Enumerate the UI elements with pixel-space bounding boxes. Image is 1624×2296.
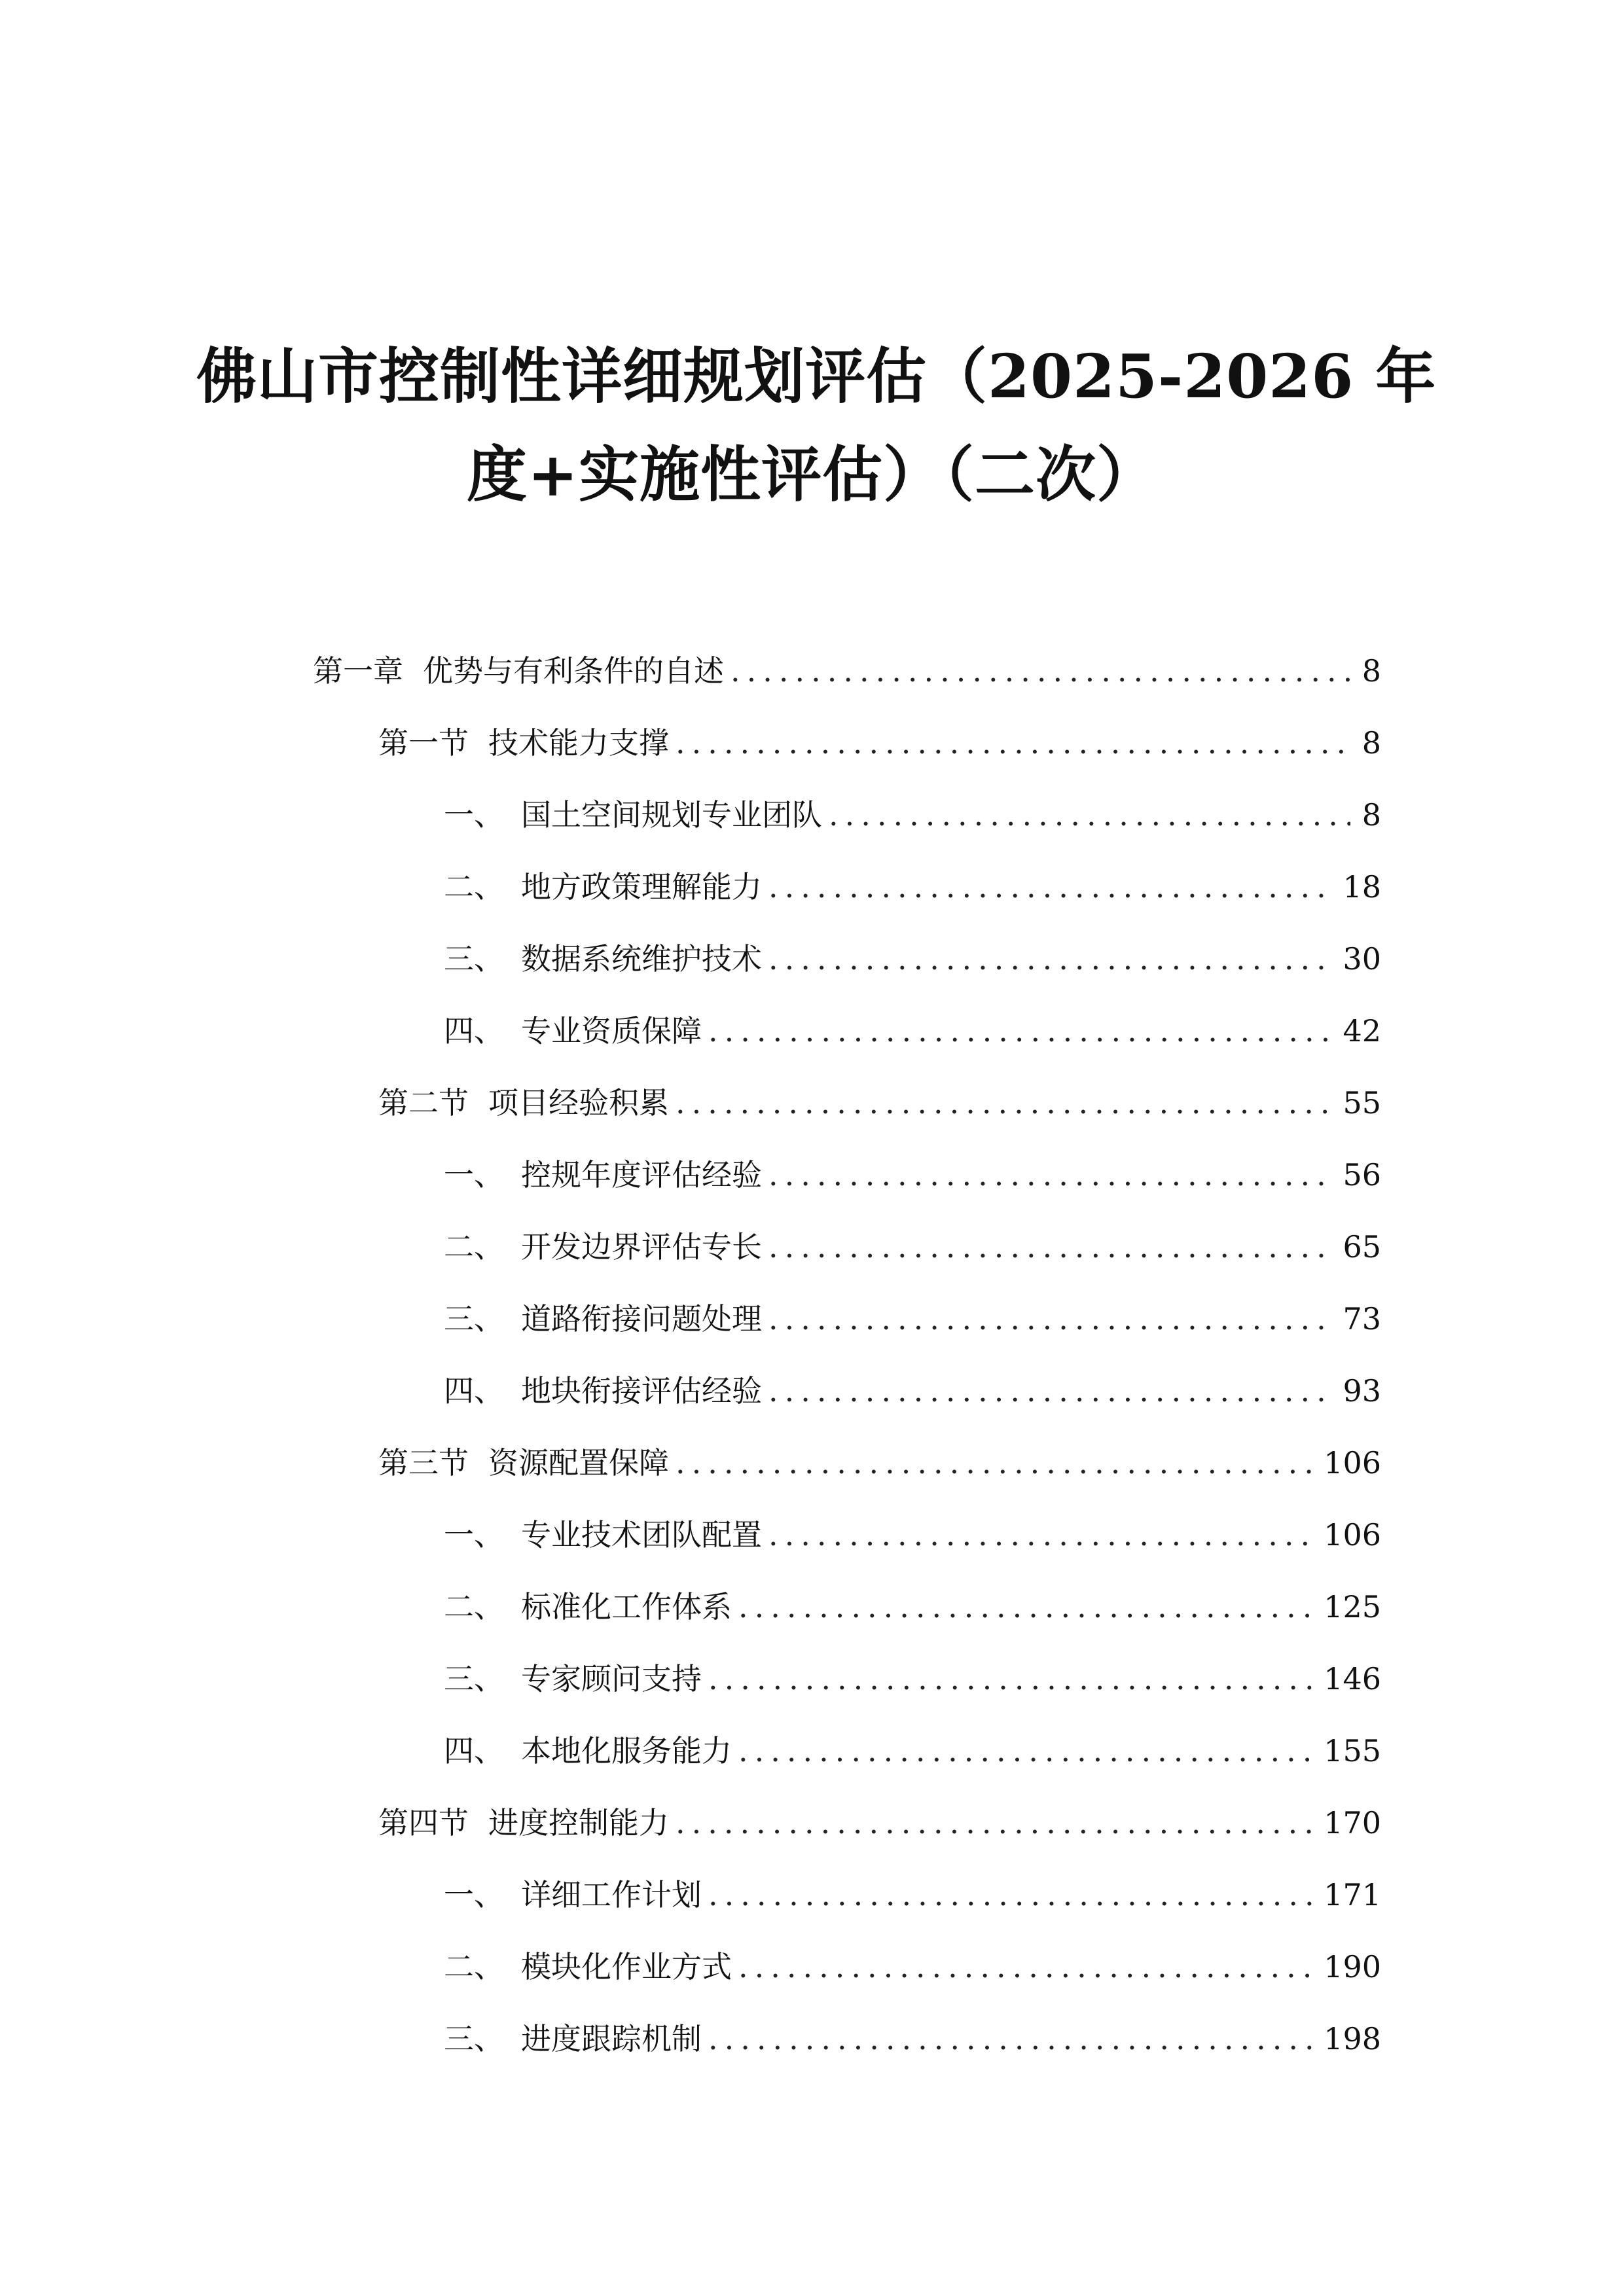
toc-entry-page-number: 8 [1362, 653, 1381, 689]
toc-entry-page-number: 106 [1324, 1517, 1381, 1552]
toc-entry-number: 一、 [444, 1517, 504, 1552]
toc-entry-label: 数据系统维护技术 [521, 941, 762, 977]
toc-entry[interactable] [313, 645, 1381, 697]
toc-entry-page-number: 155 [1324, 1733, 1381, 1768]
toc-entry-label: 详细工作计划 [521, 1877, 702, 1912]
toc-entry-number: 三、 [444, 1661, 504, 1696]
toc-entry-number: 四、 [444, 1013, 504, 1049]
toc-dot-leader [708, 1653, 1312, 1705]
toc-entry-number: 三、 [444, 941, 504, 977]
toc-dot-leader [708, 2013, 1312, 2065]
toc-entry[interactable] [444, 1221, 1381, 1273]
toc-entry-page-number: 170 [1324, 1805, 1381, 1840]
toc-entry-number: 三、 [444, 1301, 504, 1336]
toc-dot-leader [676, 1077, 1331, 1129]
toc-entry-number: 四、 [444, 1733, 504, 1768]
toc-entry-number: 二、 [444, 1949, 504, 1984]
toc-entry-number: 一、 [444, 797, 504, 833]
toc-entry[interactable] [444, 861, 1381, 913]
toc-entry-label: 国土空间规划专业团队 [521, 797, 822, 833]
toc-entry-label: 控规年度评估经验 [521, 1157, 762, 1193]
toc-entry[interactable] [444, 1149, 1381, 1201]
toc-entry-page-number: 42 [1343, 1013, 1381, 1049]
toc-entry-label: 优势与有利条件的自述 [423, 653, 724, 689]
toc-dot-leader [676, 1437, 1312, 1489]
toc-dot-leader [768, 1365, 1331, 1417]
toc-entry-label: 项目经验积累 [488, 1085, 669, 1121]
toc-dot-leader [708, 1869, 1312, 1921]
toc-dot-leader [768, 861, 1331, 913]
toc-entry-number: 第四节 [378, 1805, 469, 1840]
toc-entry-label: 地块衔接评估经验 [521, 1373, 762, 1408]
toc-entry-page-number: 56 [1343, 1157, 1381, 1193]
toc-entry-number: 四、 [444, 1373, 504, 1408]
toc-entry-label: 专业技术团队配置 [521, 1517, 762, 1552]
toc-entry-label: 标准化工作体系 [521, 1589, 732, 1624]
toc-entry[interactable] [444, 789, 1381, 841]
toc-entry[interactable] [378, 717, 1381, 769]
toc-entry-label: 专家顾问支持 [521, 1661, 702, 1696]
toc-entry-number: 二、 [444, 869, 504, 905]
toc-dot-leader [676, 717, 1350, 769]
toc-entry-number: 第二节 [378, 1085, 469, 1121]
toc-entry-number: 二、 [444, 1229, 504, 1265]
toc-entry-label: 技术能力支撑 [488, 725, 669, 761]
toc-entry-number: 第三节 [378, 1445, 469, 1480]
toc-entry-page-number: 171 [1324, 1877, 1381, 1912]
title-line-1: 佛山市控制性详细规划评估（2025-2026 年 [196, 341, 1437, 412]
toc-entry[interactable] [444, 1581, 1381, 1633]
toc-entry-page-number: 198 [1324, 2021, 1381, 2056]
toc-entry[interactable] [378, 1077, 1381, 1129]
toc-entry-label: 开发边界评估专长 [521, 1229, 762, 1265]
toc-entry-page-number: 30 [1343, 941, 1381, 977]
toc-entry[interactable] [378, 1797, 1381, 1849]
toc-entry-number: 一、 [444, 1157, 504, 1193]
toc-dot-leader [768, 1509, 1312, 1561]
toc-entry-label: 本地化服务能力 [521, 1733, 732, 1768]
toc-entry[interactable] [444, 1941, 1381, 1993]
toc-entry-label: 道路衔接问题处理 [521, 1301, 762, 1336]
title-line-2: 度+实施性评估）（二次） [466, 439, 1158, 510]
toc-dot-leader [738, 1941, 1312, 1993]
toc-entry-label: 地方政策理解能力 [521, 869, 762, 905]
toc-entry-page-number: 125 [1324, 1589, 1381, 1624]
toc-entry-page-number: 65 [1343, 1229, 1381, 1265]
toc-entry-page-number: 8 [1362, 797, 1381, 833]
toc-entry[interactable] [444, 1365, 1381, 1417]
document-title [196, 327, 1437, 524]
toc-entry-page-number: 18 [1343, 869, 1381, 905]
toc-entry[interactable] [444, 1725, 1381, 1777]
toc-entry-page-number: 106 [1324, 1445, 1381, 1480]
toc-entry[interactable] [378, 1437, 1381, 1489]
toc-entry-number: 第一节 [378, 725, 469, 761]
toc-dot-leader [738, 1725, 1312, 1777]
toc-dot-leader [768, 933, 1331, 985]
toc-entry-page-number: 93 [1343, 1373, 1381, 1408]
toc-entry-number: 二、 [444, 1589, 504, 1624]
toc-dot-leader [829, 789, 1350, 841]
toc-entry[interactable] [444, 1869, 1381, 1921]
toc-entry[interactable] [444, 1293, 1381, 1345]
toc-dot-leader [731, 645, 1350, 697]
toc-entry-page-number: 55 [1343, 1085, 1381, 1121]
toc-entry[interactable] [444, 1005, 1381, 1057]
toc-entry[interactable] [444, 1509, 1381, 1561]
toc-entry-number: 一、 [444, 1877, 504, 1912]
toc-entry-label: 资源配置保障 [488, 1445, 669, 1480]
toc-entry-label: 模块化作业方式 [521, 1949, 732, 1984]
toc-entry-page-number: 190 [1324, 1949, 1381, 1984]
toc-entry-number: 第一章 [313, 653, 403, 689]
toc-entry-page-number: 73 [1343, 1301, 1381, 1336]
toc-dot-leader [708, 1005, 1331, 1057]
toc-entry-label: 专业资质保障 [521, 1013, 702, 1049]
toc-entry[interactable] [444, 2013, 1381, 2065]
toc-entry-label: 进度跟踪机制 [521, 2021, 702, 2056]
toc-entry-page-number: 146 [1324, 1661, 1381, 1696]
toc-dot-leader [768, 1221, 1331, 1273]
toc-entry[interactable] [444, 1653, 1381, 1705]
toc-dot-leader [676, 1797, 1312, 1849]
toc-entry-number: 三、 [444, 2021, 504, 2056]
toc-entry-page-number: 8 [1362, 725, 1381, 761]
toc-dot-leader [738, 1581, 1312, 1633]
toc-entry[interactable] [444, 933, 1381, 985]
toc-dot-leader [768, 1293, 1331, 1345]
toc-dot-leader [768, 1149, 1331, 1201]
toc-entry-label: 进度控制能力 [488, 1805, 669, 1840]
